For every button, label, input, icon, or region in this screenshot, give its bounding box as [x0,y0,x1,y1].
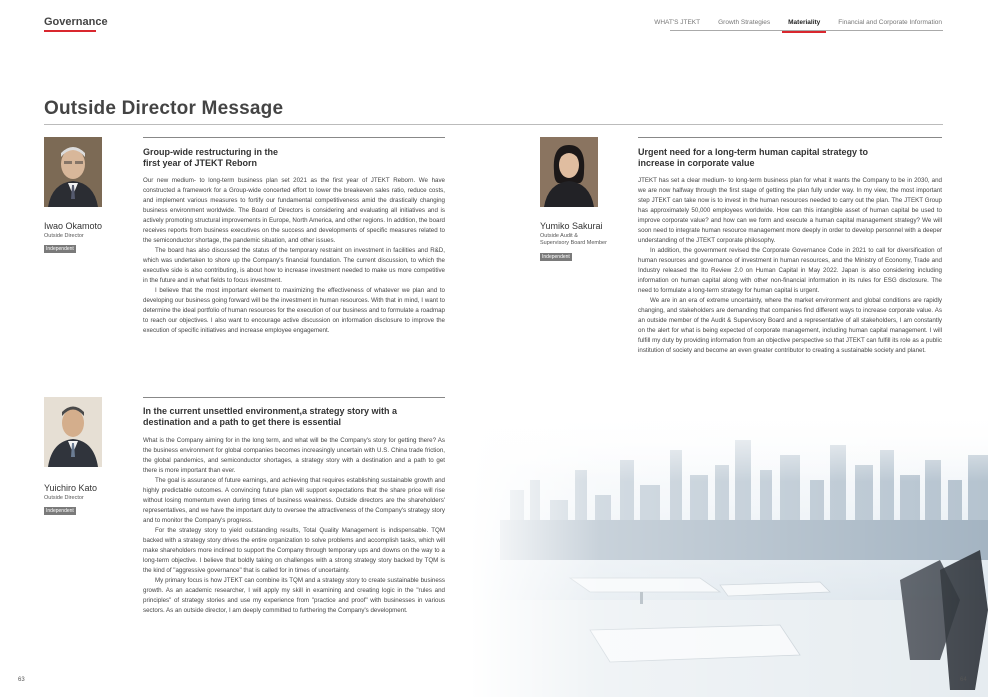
message-body [143,436,445,616]
paragraph: My primary focus is how JTEKT can combine its TQM and a strategy story to create sustainable business growth. As an academic researcher, I will apply my skill in examining and creating logic in the "rules and principles" of strategy stories and use my experience from "practice and proof" with businesses in various sectors. As an outside director, I am deeply committed to furthering the Company's development. [143,577,445,614]
yuichiro-kato-portrait [44,397,102,467]
director-role: Outside Director [44,495,84,501]
heading-line-2: destination and a path to get there is essential [143,417,342,427]
nav-item-materiality[interactable]: Materiality [788,19,821,26]
independent-badge: Independent [542,254,570,260]
role-line-2: Supervisory Board Member [540,239,607,246]
iwao-okamoto-portrait [44,137,102,207]
message-body [638,176,942,356]
message-heading [143,406,445,428]
role-line-1: Outside Audit & [540,233,578,239]
column-divider [638,137,942,138]
director-name: Iwao Okamoto [44,221,103,231]
independent-badge: Independent [46,508,74,514]
message-heading [638,147,942,169]
paragraph: For the strategy story to yield outstanding results, Total Quality Management is indispensable. TQM backed with a strategy story drives the entire organization to solve problems and accomplish tasks, which will make shareholders more inclined to support the Company through temporary ups and downs on the way to a long-term objective. I believe that boldly taking on challenges with a strong strategy story backed by TQM is the kind of "aggressive governance" that is called for in times of uncertainty. [143,527,445,574]
director-role: Outside Director [44,233,84,239]
title-divider [44,124,943,125]
section-accent-line [44,30,96,32]
section-tag: Governance [44,16,108,28]
heading-line-1: In the current unsettled environment,a strategy story with a [143,406,398,416]
paragraph: The goal is assurance of future earnings, and achieving that requires establishing sustainable growth and highly predictable outcomes. A convincing future plan will support expectations that the share price will rise without losing momentum even during times of business weakness. Outside directors are the shareholders' representatives, and we have the important duty to oversee the attractiveness of the Company's strategy story and to monitor the Company's progress. [143,477,445,524]
paragraph: Our new medium- to long-term business plan set 2021 as the first year of JTEKT Reborn. We have constructed a framework for a Group-wide concerted effort to lower the breakeven sales ratio, reduce costs, and implement various measures to fortify our fundamental competitiveness amid the drastically changing business environment worldwide. The Board of Directors is considering and evaluating all initiatives and is actively promoting structural improvements in Europe, North America, and other regions. In addition, the board receives reports from business executives on the success and developments of specific measures related to the semiconductor shortage, the pandemic situation, and other issues. [143,177,445,244]
director-name: Yuichiro Kato [44,483,98,493]
heading-line-2: increase in corporate value [638,158,755,168]
heading-line-1: Group-wide restructuring in the [143,147,279,157]
paragraph: I believe that the most important element to maximizing the effectiveness of whatever we plan and to developing our business going forward will be the investment in human resources. With that in mind, I want to determine the ideal portfolio of human resources for the execution of our business and to formulate a roadmap to reach our objectives. I also want to encourage active discussion on information disclosure to improve the execution of specific initiatives and increase employee engagement. [143,287,445,334]
yumiko-sakurai-portrait [540,137,598,207]
message-body [143,176,445,336]
paragraph: We are in an era of extreme uncertainty, where the market environment and global conditions are rapidly changing, and stakeholders are demanding that companies find different ways to increase corporate value. As an outside member of the Audit & Supervisory Board and a representative of all stakeholders, I am constantly on the alert for what is being expected of corporate management, including human capital management. I will fulfill my duty by providing information from an objective perspective so that JTEKT can fulfill its role as a public institution of society and become an even greater contributor to creating a sustainable society and planet. [638,297,942,354]
top-navigation [654,19,942,26]
paragraph: In addition, the government revised the Corporate Governance Code in 2021 to call for diversification of human resources and governance of investment in human resources, and the Ministry of Economy, Trade and Industry released the Ito Review 2.0 on Human Capital in May 2022. Japan is also considering including information on human capital along with other non-financial information in its rules for ESG disclosure. The need to formulate a long-term strategy for human capital is urgent. [638,247,942,294]
paragraph: The board has also discussed the status of the temporary restraint on investment in facilities and R&D, which was undertaken to shore up the Company's financial foundation. The current discussion, to which the executive side is also contributing, is about how to increase investment needed to make us more competitive in the future and in what fields to focus investment. [143,247,445,284]
page-number-right: 64 [960,677,967,683]
independent-badge: Independent [46,246,74,252]
column-divider [143,397,445,398]
column-divider [143,137,445,138]
paragraph: JTEKT has set a clear medium- to long-term business plan for what it wants the Company to be in 2030, and we are now halfway through the first stage of getting the plan fully under way. In my view, the most important step JTEKT can take now is to invest in the human resources needed to carry out the plan. The JTEKT Group has approximately 50,000 employees worldwide. How can this intangible asset of human capital be used to improve corporate value? and how can we form and execute a human capital management strategy? We will soon need to integrate human resource management more deeply in order to develop personnel with a deeper understanding of the JTEKT corporate philosophy. [638,177,942,244]
page-title: Outside Director Message [44,98,284,119]
office-cityscape-image [470,410,988,697]
paragraph: What is the Company aiming for in the long term, and what will be the Company's story for getting there? As the business environment for global companies becomes increasingly uncertain with U.S. China trade friction, the global pandemics, and semiconductor shortages, a strategy story with a destination and a path to get there is more important than ever. [143,437,445,474]
nav-item-growth-strategies[interactable]: Growth Strategies [718,19,771,26]
page-number-left: 63 [18,677,25,683]
director-role [540,233,607,246]
nav-item-whats-jtekt[interactable]: WHAT'S JTEKT [654,19,701,26]
message-heading [143,147,445,169]
nav-item-financial-info[interactable]: Financial and Corporate Information [838,19,942,26]
heading-line-2: first year of JTEKT Reborn [143,158,258,168]
nav-divider [670,30,943,31]
director-name: Yumiko Sakurai [540,221,603,231]
heading-line-1: Urgent need for a long-term human capital strategy to [638,147,869,157]
